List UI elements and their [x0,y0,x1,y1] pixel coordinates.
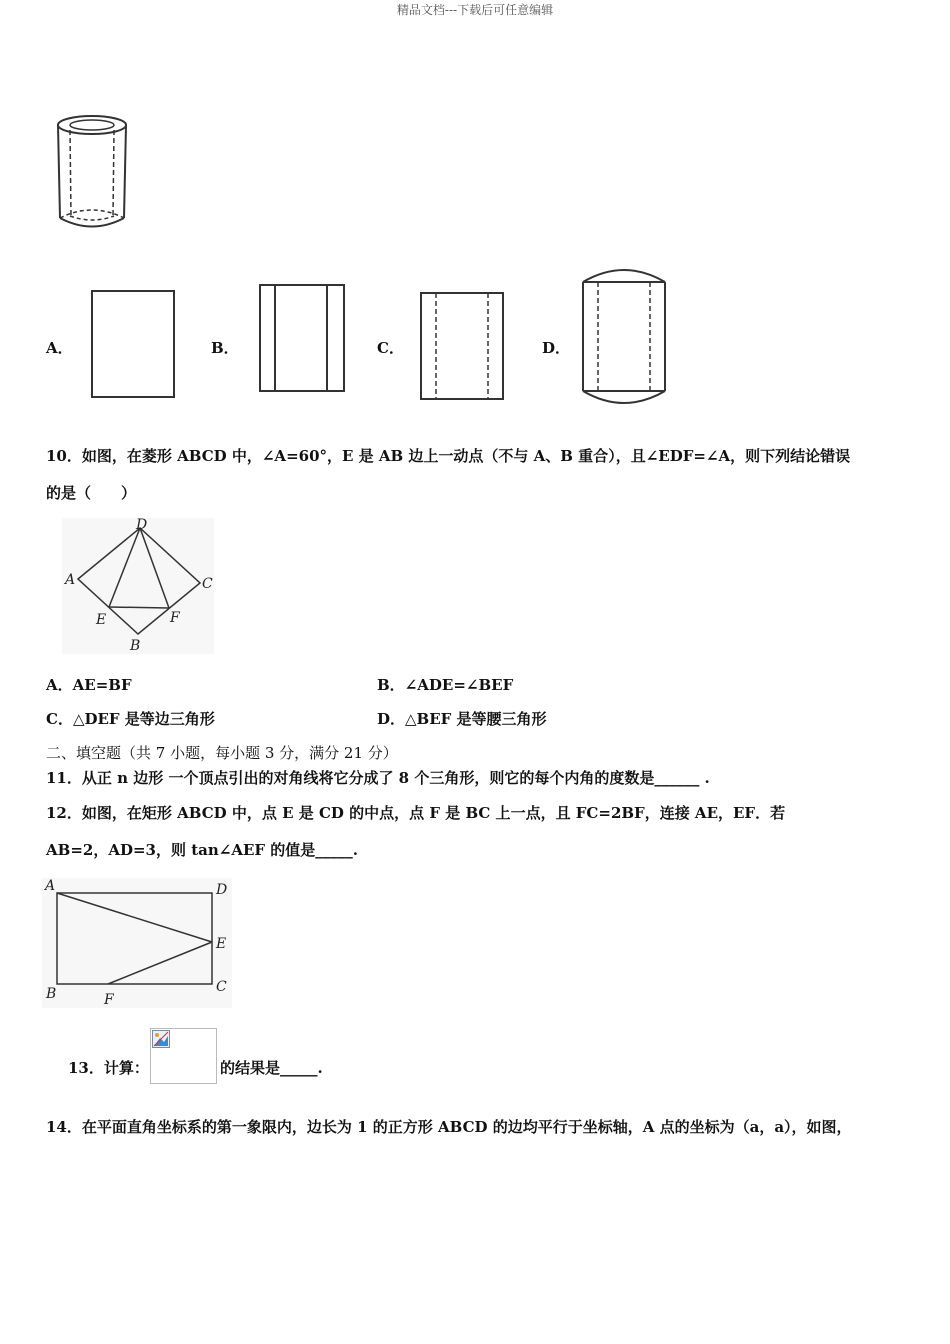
q12-label-d: D [216,882,228,898]
q10-label-e: E [96,612,107,628]
q12-label-e: E [216,936,227,952]
q10-option-d: D．△BEF 是等腰三角形 [377,710,547,728]
q10-option-a: A．AE=BF [46,676,132,694]
q12-line1: 12．如图，在矩形 ABCD 中，点 E 是 CD 的中点，点 F 是 BC 上一点，且 FC=2BF，连接 AE，EF．若 [46,804,786,822]
q10-stem-line2: 的是（ ） [46,484,137,502]
q10-label-d: D [136,517,148,533]
page-header: 精品文档---下载后可任意编辑 [396,3,554,17]
q12-label-c: C [216,979,227,995]
q10-label-c: C [202,576,213,592]
q13-suffix: 的结果是_____. [220,1059,323,1077]
broken-image-icon [152,1030,170,1048]
q12-label-a: A [45,878,56,894]
q10-stem-line1: 10．如图，在菱形 ABCD 中，∠A=60°，E 是 AB 边上一动点（不与 A、B 重合），且∠EDF=∠A，则下列结论错误 [46,447,851,465]
q11-text: 11．从正 n 边形 一个顶点引出的对角线将它分成了 8 个三角形，则它的每个内角的度数是______ . [46,769,710,787]
q10-label-a: A [65,572,76,588]
q9-option-b: B． [211,339,239,357]
section-title: 二、填空题（共 7 小题，每小题 3 分，满分 21 分） [46,744,398,762]
q10-label-f: F [170,610,180,626]
q12-label-b: B [46,986,57,1002]
q12-label-f: F [104,992,114,1008]
q9-option-a-figure [90,288,180,400]
q10-option-b: B．∠ADE=∠BEF [377,676,514,694]
q12-rectangle-figure [42,874,234,1010]
q10-rhombus-figure [62,516,217,656]
q9-option-a: A． [46,339,73,357]
q13-prefix: 13．计算： [68,1059,149,1077]
q9-option-b-figure [257,283,349,395]
q9-option-d-figure [578,264,670,409]
q10-label-b: B [130,638,141,654]
q10-option-c: C．△DEF 是等边三角形 [46,710,215,728]
q9-option-c: C． [377,339,404,357]
q9-option-d: D． [542,339,571,357]
q12-line2: AB=2，AD=3，则 tan∠AEF 的值是_____. [46,841,358,859]
q14-text: 14．在平面直角坐标系的第一象限内，边长为 1 的正方形 ABCD 的边均平行于坐标轴，A 点的坐标为（a，a），如图， [46,1118,852,1136]
q9-option-c-figure [418,290,506,402]
cylinder-figure [50,110,140,235]
